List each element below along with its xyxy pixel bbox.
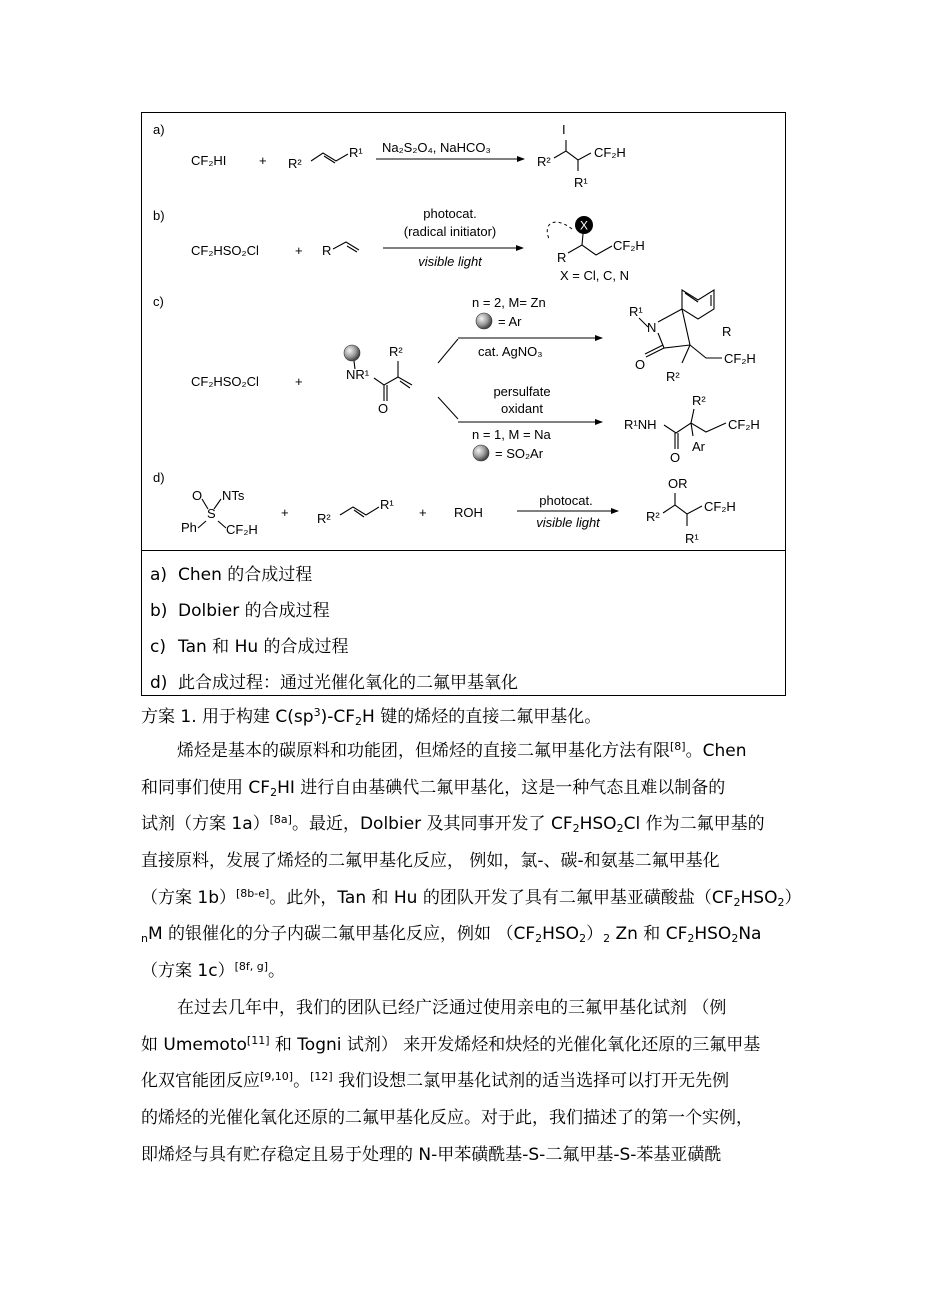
paragraph-2-line: 在过去几年中，我们的团队已经广泛通过使用亲电的三氟甲基化试剂 （例: [177, 998, 727, 1018]
scheme-row-b: [153, 206, 645, 283]
product-b-x-note: X = Cl, C, N: [560, 268, 629, 283]
alkene-d-r1: R¹: [380, 497, 394, 512]
product-d-r2: R²: [646, 509, 660, 524]
product-c2-ar: Ar: [692, 439, 705, 454]
paragraph-1-line: （方案 1c）[8f, g]。: [141, 960, 286, 982]
upper-cond-c-3: cat. AgNO₃: [478, 344, 543, 359]
alkene-b-double-bond: [347, 246, 357, 252]
conditions-a: Na₂S₂O₄, NaHCO₃: [382, 140, 491, 155]
alkene-d-r2: R²: [317, 511, 331, 526]
substrate-c-o: O: [378, 401, 389, 416]
lower-cond-c-3: n = 1, M = Na: [472, 427, 551, 442]
paragraph-1-line: $_n$M 的银催化的分子内碳二氟甲基化反应，例如 $(CF_2HSO_2)_2$ Zn 和 $CF_2HSO_2Na$: [141, 924, 762, 946]
product-c1-o: O: [635, 357, 646, 372]
scheme-row-c: [153, 290, 760, 465]
conditions-b-initiator: (radical initiator): [403, 224, 497, 239]
substrate-c-r2: R²: [389, 344, 403, 359]
upper-cond-c-2: = Ar: [498, 314, 522, 329]
legend-item-d: d) 此合成过程：通过光催化氧化的二氟甲基氧化: [150, 673, 518, 693]
conditions-b-photocat: photocat.: [423, 206, 477, 221]
product-c2-branches: [691, 409, 694, 436]
lower-cond-c-2: oxidant: [501, 401, 543, 416]
conditions-d-photocat: photocat.: [539, 493, 593, 508]
product-c1-side-chain: [690, 345, 722, 358]
product-c1-r: R: [722, 324, 732, 339]
reagent-d-s: S: [207, 506, 216, 521]
row-label-d: d): [153, 470, 165, 485]
scheme-caption: 方案 1. 用于构建 $C(sp^3)-CF_2H$ 键的烯烃的直接二氟甲基化。: [141, 706, 602, 728]
legend-item-a: a) Chen 的合成过程: [150, 565, 313, 585]
product-c1-r2-bond: [682, 345, 690, 363]
paragraph-1-line: （方案 1b）[8b-e]。此外，Tan 和 Hu 的团队开发了具有二氟甲基亚磺酸盐$(CF_2HSO_2)$: [141, 886, 802, 909]
paragraph-2: [141, 990, 789, 1173]
product-c1-carbonyl: [645, 345, 664, 357]
substrate-c-bonds: [374, 377, 398, 385]
product-d-cf2h: CF₂H: [704, 499, 736, 514]
product-d-r1: R¹: [685, 531, 699, 546]
reagent-b: CF₂HSO₂Cl: [191, 243, 259, 258]
product-c1-ring-bonds: [658, 309, 690, 348]
upper-cond-c-ball: [476, 313, 492, 329]
product-b-bonds: [568, 245, 612, 255]
paragraph-2-line: 的烯烃的光催化氧化还原的二氟甲基化反应。对于此，我们描述了的第一个实例，: [141, 1108, 753, 1129]
paragraph-2-line: 即烯烃与具有贮存稳定且易于处理的 N-甲苯磺酰基-S-二氟甲基-S-苯基亚磺酰: [141, 1144, 722, 1165]
product-a-r2: R²: [537, 154, 551, 169]
paragraph-1: [141, 733, 802, 990]
lower-cond-c-1: persulfate: [493, 384, 551, 399]
roh-d: ROH: [454, 505, 483, 520]
paragraph-1-line: 试剂（方案 1a）[8a]。最近，Dolbier 及其同事开发了 $CF_2HSO_2Cl$ 作为二氟甲基的: [141, 813, 765, 836]
substrate-c-vinyl-double: [400, 381, 410, 388]
substrate-c-carbonyl: [384, 385, 387, 401]
product-b-ring-dashed: [547, 222, 572, 239]
scheme-legend: [150, 557, 780, 701]
branch-c-upper: [438, 339, 458, 363]
product-c1-r2: R²: [666, 369, 680, 384]
product-c2-r2: R²: [692, 393, 706, 408]
paragraph-1-line: 直接原料，发展了烯烃的二氟甲基化反应， 例如，氯-、碳-和氨基二氟甲基化: [141, 851, 720, 872]
row-label-b: b): [153, 208, 165, 223]
plus-d-2: +: [419, 505, 427, 520]
plus-a: +: [259, 153, 267, 168]
substrate-c-nr1: NR¹: [346, 367, 370, 382]
product-c2-r1nh: R¹NH: [624, 417, 657, 432]
alkene-a-r2: R²: [288, 156, 302, 171]
paragraph-2-line: 如 Umemoto[11] 和 Togni 试剂） 来开发烯烃和炔烃的光催化氧化还原的三氟甲基: [141, 1033, 761, 1055]
product-b-cf2h: CF₂H: [613, 238, 645, 253]
product-c2-bonds: [664, 423, 726, 433]
scheme-row-a: [153, 122, 626, 190]
product-c2-cf2h: CF₂H: [728, 417, 760, 432]
lower-cond-c-4: = SO₂Ar: [495, 446, 544, 461]
paragraph-1-line: 烯烃是基本的碳原料和功能团，但烯烃的直接二氟甲基化方法有限[8]。Chen: [177, 740, 747, 761]
paragraph-2-line: 化双官能团反应[9,10]。[12] 我们设想二氯甲基化试剂的适当选择可以打开无先例: [141, 1070, 730, 1092]
row-label-a: a): [153, 122, 165, 137]
scheme-1-box: [141, 112, 786, 696]
plus-d-1: +: [281, 505, 289, 520]
branch-c-lower: [438, 397, 458, 419]
product-c1-r1: R¹: [629, 304, 643, 319]
legend-item-c: c) Tan 和 Hu 的合成过程: [150, 637, 349, 657]
product-c1-n: N: [647, 320, 657, 335]
scheme-1-reactions: [142, 113, 785, 550]
alkene-b-r: R: [322, 243, 332, 258]
reagent-d-ph: Ph: [181, 520, 197, 535]
legend-item-b: b) Dolbier 的合成过程: [150, 601, 330, 621]
reagent-d-nts: NTs: [222, 488, 245, 503]
product-a-r1: R¹: [574, 175, 588, 190]
substrate-c-aryl-ball: [344, 345, 360, 361]
upper-cond-c-1: n = 2, M= Zn: [472, 295, 546, 310]
product-b-x-bond: [582, 234, 583, 245]
alkene-a-r1: R¹: [349, 145, 363, 160]
plus-b: +: [295, 243, 303, 258]
conditions-b-light: visible light: [418, 254, 482, 269]
product-a-iodine: I: [562, 122, 566, 137]
product-b-r: R: [557, 250, 567, 265]
product-a-cf2h: CF₂H: [594, 145, 626, 160]
alkene-b-bonds: [333, 242, 359, 250]
conditions-d-light: visible light: [536, 515, 600, 530]
product-d-bonds: [663, 505, 702, 514]
product-a-bonds: [554, 151, 591, 160]
lower-cond-c-ball: [473, 445, 489, 461]
scheme-legend-divider: [142, 550, 785, 551]
reagent-d-bottom-bonds: [198, 521, 226, 528]
product-b-x: X: [579, 218, 589, 233]
reagent-d-cf2h: CF₂H: [226, 522, 258, 537]
reagent-c: CF₂HSO₂Cl: [191, 374, 259, 389]
product-c1-cf2h: CF₂H: [724, 351, 756, 366]
paragraph-1-line: 和同事们使用 $CF_2HI$ 进行自由基碘代二氟甲基化，这是一种气态且难以制备的: [141, 777, 726, 799]
reagent-d-o: O: [192, 488, 203, 503]
product-c2-o: O: [670, 450, 681, 465]
reagent-a: CF₂HI: [191, 153, 227, 168]
product-c2-carbonyl: [675, 433, 678, 449]
row-label-c: c): [153, 294, 164, 309]
plus-c: +: [295, 374, 303, 389]
scheme-row-d: [153, 470, 736, 546]
product-d-or: OR: [668, 476, 688, 491]
